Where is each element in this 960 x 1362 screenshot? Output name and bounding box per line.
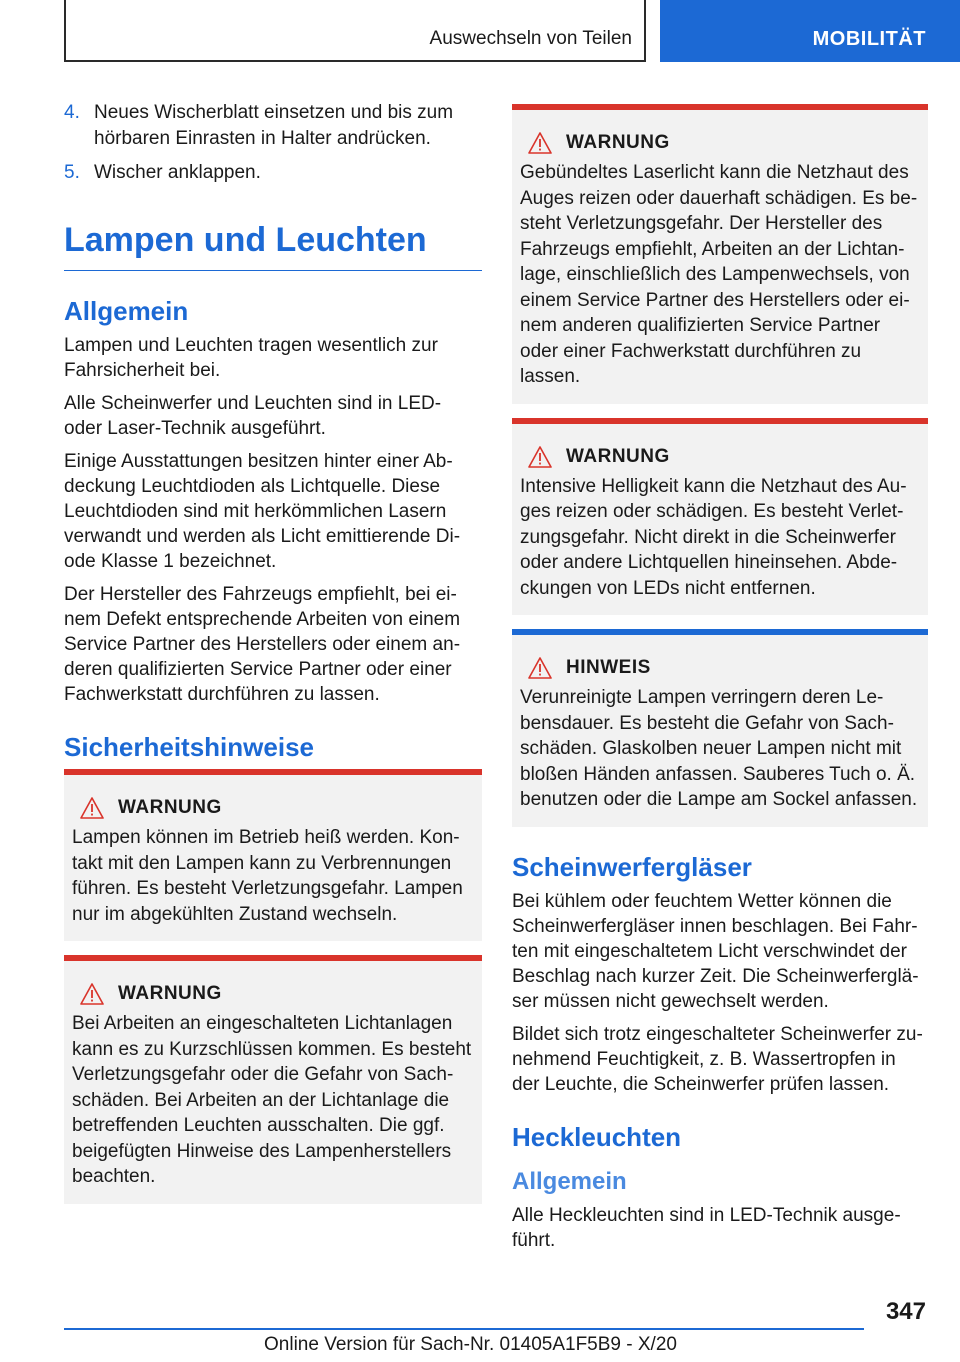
paragraph: Alle Scheinwerfer und Leuchten sind in LED- oder Laser-Technik ausgeführt. [64, 393, 442, 439]
warning-triangle-icon [528, 657, 552, 679]
paragraph: Alle Heckleuchten sind in LED-Technik ausgeführt. [512, 1204, 901, 1251]
subheading-tail-lights: Heckleuchten [512, 1121, 682, 1152]
paragraph: Der Hersteller des Fahrzeugs empfiehlt, bei einem Defekt entsprechende Arbeiten von einem Service Partner des Herstellers oder einem anderen qualifizierten Service Partner oder einer Fachwerkstatt durchführen zu lassen. [64, 584, 461, 705]
paragraph: Einige Ausstattungen besitzen hinter einer Abdeckung Leuchtdioden als Lichtquelle. Diese Leuchtdioden sind mit herkömmlichen Lasern verwandt und werden als Licht emittierende Diode Klasse 1 bezeichnet. [64, 451, 461, 572]
header-chapter-tab [660, 0, 960, 62]
paragraph: Bildet sich trotz eingeschalteter Scheinwerfer zunehmend Feuchtigkeit, z. B. Wassertropfen in der Leuchte, die Scheinwerfer prüfen lassen. [512, 1023, 923, 1095]
warning-box [512, 418, 928, 616]
page-header [0, 0, 960, 66]
subheading-general: Allgemein [64, 296, 189, 326]
warning-box-header [80, 983, 474, 1005]
notice-title: HINWEIS [566, 657, 651, 678]
warning-triangle-icon [528, 446, 552, 468]
warning-box-header [528, 446, 920, 468]
step-text: Wischer anklappen. [94, 162, 261, 183]
warning-text: Gebündeltes Laserlicht kann die Netzhaut des Auges reizen oder dauerhaft schädigen. Es besteht Verletzungsgefahr. Der Hersteller des Fahrzeugs empfiehlt, Arbeiten an der Lichtanlage, einschließlich des Lampenwechsels, von einem Service Partner des Herstellers oder einem anderen qualifizierten Service Partner oder einer Fachwerkstatt durchführen zu lassen. [520, 162, 918, 387]
footer-divider [64, 1328, 864, 1330]
warning-box [64, 955, 482, 1204]
left-column [64, 100, 482, 1216]
warning-box [512, 104, 928, 404]
notice-text: Verunreinigte Lampen verringern deren Lebensdauer. Es besteht die Gefahr von Sachschäden. Glaskolben neuer Lampen nicht mit bloßen Händen anfassen. Sauberes Tuch o. Ä. benutzen oder die Lampe am Sockel anfassen. [520, 687, 918, 810]
warning-triangle-icon [528, 132, 552, 154]
step-item [64, 160, 482, 186]
warning-title: WARNUNG [118, 983, 222, 1004]
header-section-tab [64, 0, 646, 62]
paragraph: Bei kühlem oder feuchtem Wetter können die Scheinwerfergläser innen beschlagen. Bei Fahrten mit eingeschaltetem Licht verschwindet der Beschlag nach kurzer Zeit. Die Scheinwerfergläser müssen nicht gewechselt werden. [512, 890, 919, 1012]
notice-box-header [528, 657, 920, 679]
warning-text: Intensive Helligkeit kann die Netzhaut des Auges reizen oder schädigen. Es besteht Verletzungsgefahr. Nicht direkt in die Scheinwerfer oder andere Lichtquellen hineinsehen. Abdeckungen von LEDs nicht entfernen. [520, 475, 907, 599]
warning-box-header [80, 797, 474, 819]
subheading-safety: Sicherheitshinweise [64, 732, 314, 762]
header-chapter-title: MOBILITÄT [812, 28, 926, 50]
header-section-title: Auswechseln von Teilen [429, 28, 632, 49]
right-column [512, 104, 928, 1261]
step-number: 5. [64, 162, 80, 183]
warning-box [64, 769, 482, 941]
warning-title: WARNUNG [118, 797, 222, 818]
warning-text: Lampen können im Betrieb heiß werden. Kontakt mit den Lampen kann zu Verbrennungen führen. Es besteht Verletzungsgefahr. Lampen nur im abgekühlten Zustand wechseln. [72, 827, 463, 925]
subheading-headlight-glass: Scheinwerfergläser [512, 851, 752, 882]
warning-title: WARNUNG [566, 132, 670, 153]
warning-text: Bei Arbeiten an eingeschalteten Lichtanlagen kann es zu Kurzschlüssen kommen. Es besteht Verletzungsgefahr oder die Gefahr von Sachschäden. Bei Arbeiten an der Lichtanlage die betreffenden Leuchten ausschalten. Die ggf. beigefügten Hinweise des Lampenherstellers beachten. [72, 1013, 472, 1187]
page-number: 347 [885, 1298, 926, 1325]
warning-box-header [528, 132, 920, 154]
step-number: 4. [64, 102, 80, 123]
step-text: Neues Wischerblatt einsetzen und bis zum hörbaren Einrasten in Halter andrücken. [94, 102, 454, 149]
warning-triangle-icon [80, 983, 104, 1005]
footer-online-version: Online Version für Sach-Nr. 01405A1F5B9 - X/20 [264, 1334, 677, 1355]
warning-title: WARNUNG [566, 445, 670, 467]
subheading-tail-general: Allgemein [512, 1167, 627, 1195]
step-item [64, 100, 482, 152]
notice-box [512, 629, 928, 827]
section-heading-lamps: Lampen und Leuchten [64, 220, 482, 271]
warning-triangle-icon [80, 797, 104, 819]
paragraph: Lampen und Leuchten tragen wesentlich zur Fahrsicherheit bei. [64, 335, 438, 381]
